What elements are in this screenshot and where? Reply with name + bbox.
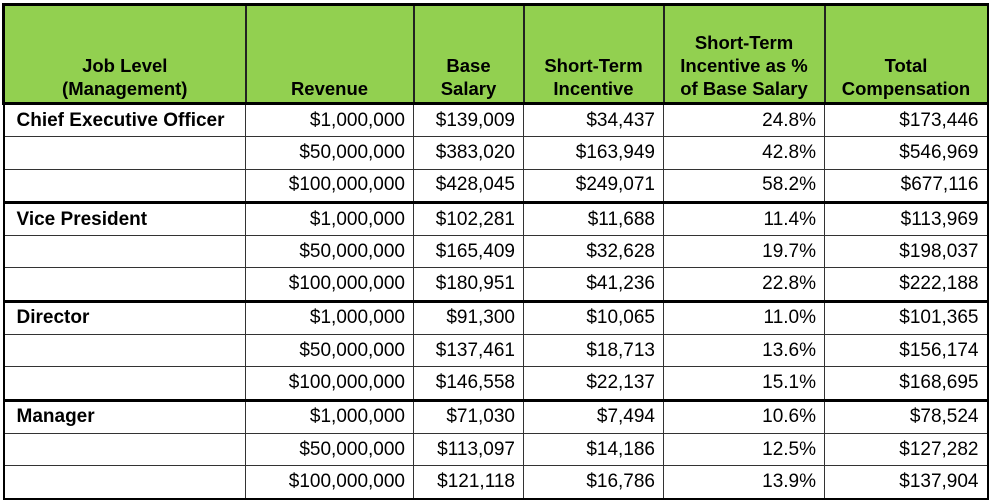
cell-revenue: $100,000,000 xyxy=(246,367,414,400)
table-row xyxy=(4,400,988,433)
header-line: Base xyxy=(446,55,491,76)
cell-total-compensation: $137,904 xyxy=(825,466,988,499)
cell-total-compensation: $127,282 xyxy=(825,433,988,465)
cell-incentive-percent: 13.6% xyxy=(664,335,825,367)
column-header-base-salary xyxy=(414,5,524,104)
cell-revenue: $100,000,000 xyxy=(246,466,414,499)
cell-base-salary: $383,020 xyxy=(414,137,524,169)
cell-incentive-percent: 10.6% xyxy=(664,400,825,433)
cell-base-salary: $71,030 xyxy=(414,400,524,433)
cell-incentive-percent: 42.8% xyxy=(664,137,825,169)
cell-incentive-percent: 58.2% xyxy=(664,169,825,202)
header-line: Short-Term xyxy=(694,32,794,53)
cell-base-salary: $139,009 xyxy=(414,104,524,137)
cell-job-level xyxy=(4,268,246,301)
cell-job-level xyxy=(4,367,246,400)
cell-total-compensation: $546,969 xyxy=(825,137,988,169)
cell-base-salary: $428,045 xyxy=(414,169,524,202)
cell-incentive-percent: 11.0% xyxy=(664,301,825,334)
header-line: Revenue xyxy=(290,78,369,99)
cell-short-term-incentive: $41,236 xyxy=(524,268,664,301)
header-line: of Base Salary xyxy=(680,78,808,99)
cell-revenue: $1,000,000 xyxy=(246,301,414,334)
cell-job-level xyxy=(4,137,246,169)
table-row xyxy=(4,169,988,202)
cell-revenue: $100,000,000 xyxy=(246,268,414,301)
table-body xyxy=(4,104,988,499)
header-line: Job Level xyxy=(82,55,168,76)
cell-base-salary: $180,951 xyxy=(414,268,524,301)
table-row xyxy=(4,104,988,137)
cell-short-term-incentive: $14,186 xyxy=(524,433,664,465)
header-line: Compensation xyxy=(841,78,971,99)
cell-job-level xyxy=(4,466,246,499)
column-header-total-compensation xyxy=(825,5,988,104)
header-row xyxy=(4,5,988,104)
cell-short-term-incentive: $249,071 xyxy=(524,169,664,202)
header-line: Short-Term xyxy=(544,55,643,76)
cell-job-level xyxy=(4,335,246,367)
cell-total-compensation: $677,116 xyxy=(825,169,988,202)
table-row xyxy=(4,433,988,465)
cell-base-salary: $91,300 xyxy=(414,301,524,334)
cell-incentive-percent: 11.4% xyxy=(664,202,825,235)
cell-short-term-incentive: $11,688 xyxy=(524,202,664,235)
table-row xyxy=(4,202,988,235)
cell-short-term-incentive: $163,949 xyxy=(524,137,664,169)
cell-short-term-incentive: $16,786 xyxy=(524,466,664,499)
cell-revenue: $1,000,000 xyxy=(246,400,414,433)
header-line: Incentive xyxy=(553,78,634,99)
cell-incentive-percent: 13.9% xyxy=(664,466,825,499)
cell-total-compensation: $156,174 xyxy=(825,335,988,367)
cell-base-salary: $102,281 xyxy=(414,202,524,235)
cell-total-compensation: $101,365 xyxy=(825,301,988,334)
cell-base-salary: $146,558 xyxy=(414,367,524,400)
header-line: Incentive as % xyxy=(680,55,808,76)
cell-job-level xyxy=(4,433,246,465)
cell-incentive-percent: 19.7% xyxy=(664,236,825,268)
cell-total-compensation: $173,446 xyxy=(825,104,988,137)
cell-total-compensation: $222,188 xyxy=(825,268,988,301)
cell-short-term-incentive: $34,437 xyxy=(524,104,664,137)
cell-revenue: $50,000,000 xyxy=(246,433,414,465)
cell-job-level xyxy=(4,169,246,202)
column-header-revenue xyxy=(246,5,414,104)
cell-incentive-percent: 24.8% xyxy=(664,104,825,137)
cell-short-term-incentive: $32,628 xyxy=(524,236,664,268)
cell-revenue: $1,000,000 xyxy=(246,104,414,137)
cell-total-compensation: $168,695 xyxy=(825,367,988,400)
cell-short-term-incentive: $18,713 xyxy=(524,335,664,367)
cell-total-compensation: $113,969 xyxy=(825,202,988,235)
table-row xyxy=(4,301,988,334)
table-row xyxy=(4,268,988,301)
table-row xyxy=(4,367,988,400)
column-header-job-level xyxy=(4,5,246,104)
table-row xyxy=(4,137,988,169)
compensation-table xyxy=(2,3,989,500)
cell-total-compensation: $78,524 xyxy=(825,400,988,433)
table-row xyxy=(4,236,988,268)
column-header-incentive-percent xyxy=(664,5,825,104)
table-row xyxy=(4,466,988,499)
table-row xyxy=(4,335,988,367)
cell-job-level: Director xyxy=(4,301,246,334)
cell-total-compensation: $198,037 xyxy=(825,236,988,268)
cell-revenue: $50,000,000 xyxy=(246,137,414,169)
cell-job-level: Manager xyxy=(4,400,246,433)
cell-job-level: Chief Executive Officer xyxy=(4,104,246,137)
cell-short-term-incentive: $10,065 xyxy=(524,301,664,334)
cell-incentive-percent: 22.8% xyxy=(664,268,825,301)
header-line: Salary xyxy=(440,78,497,99)
cell-base-salary: $113,097 xyxy=(414,433,524,465)
header-line: (Management) xyxy=(62,78,188,99)
cell-job-level xyxy=(4,236,246,268)
cell-short-term-incentive: $7,494 xyxy=(524,400,664,433)
cell-revenue: $100,000,000 xyxy=(246,169,414,202)
cell-incentive-percent: 15.1% xyxy=(664,367,825,400)
cell-base-salary: $137,461 xyxy=(414,335,524,367)
cell-job-level: Vice President xyxy=(4,202,246,235)
cell-base-salary: $121,118 xyxy=(414,466,524,499)
cell-revenue: $50,000,000 xyxy=(246,335,414,367)
header-line: Total xyxy=(884,55,928,76)
column-header-short-term-incentive xyxy=(524,5,664,104)
cell-short-term-incentive: $22,137 xyxy=(524,367,664,400)
cell-base-salary: $165,409 xyxy=(414,236,524,268)
cell-incentive-percent: 12.5% xyxy=(664,433,825,465)
cell-revenue: $1,000,000 xyxy=(246,202,414,235)
cell-revenue: $50,000,000 xyxy=(246,236,414,268)
